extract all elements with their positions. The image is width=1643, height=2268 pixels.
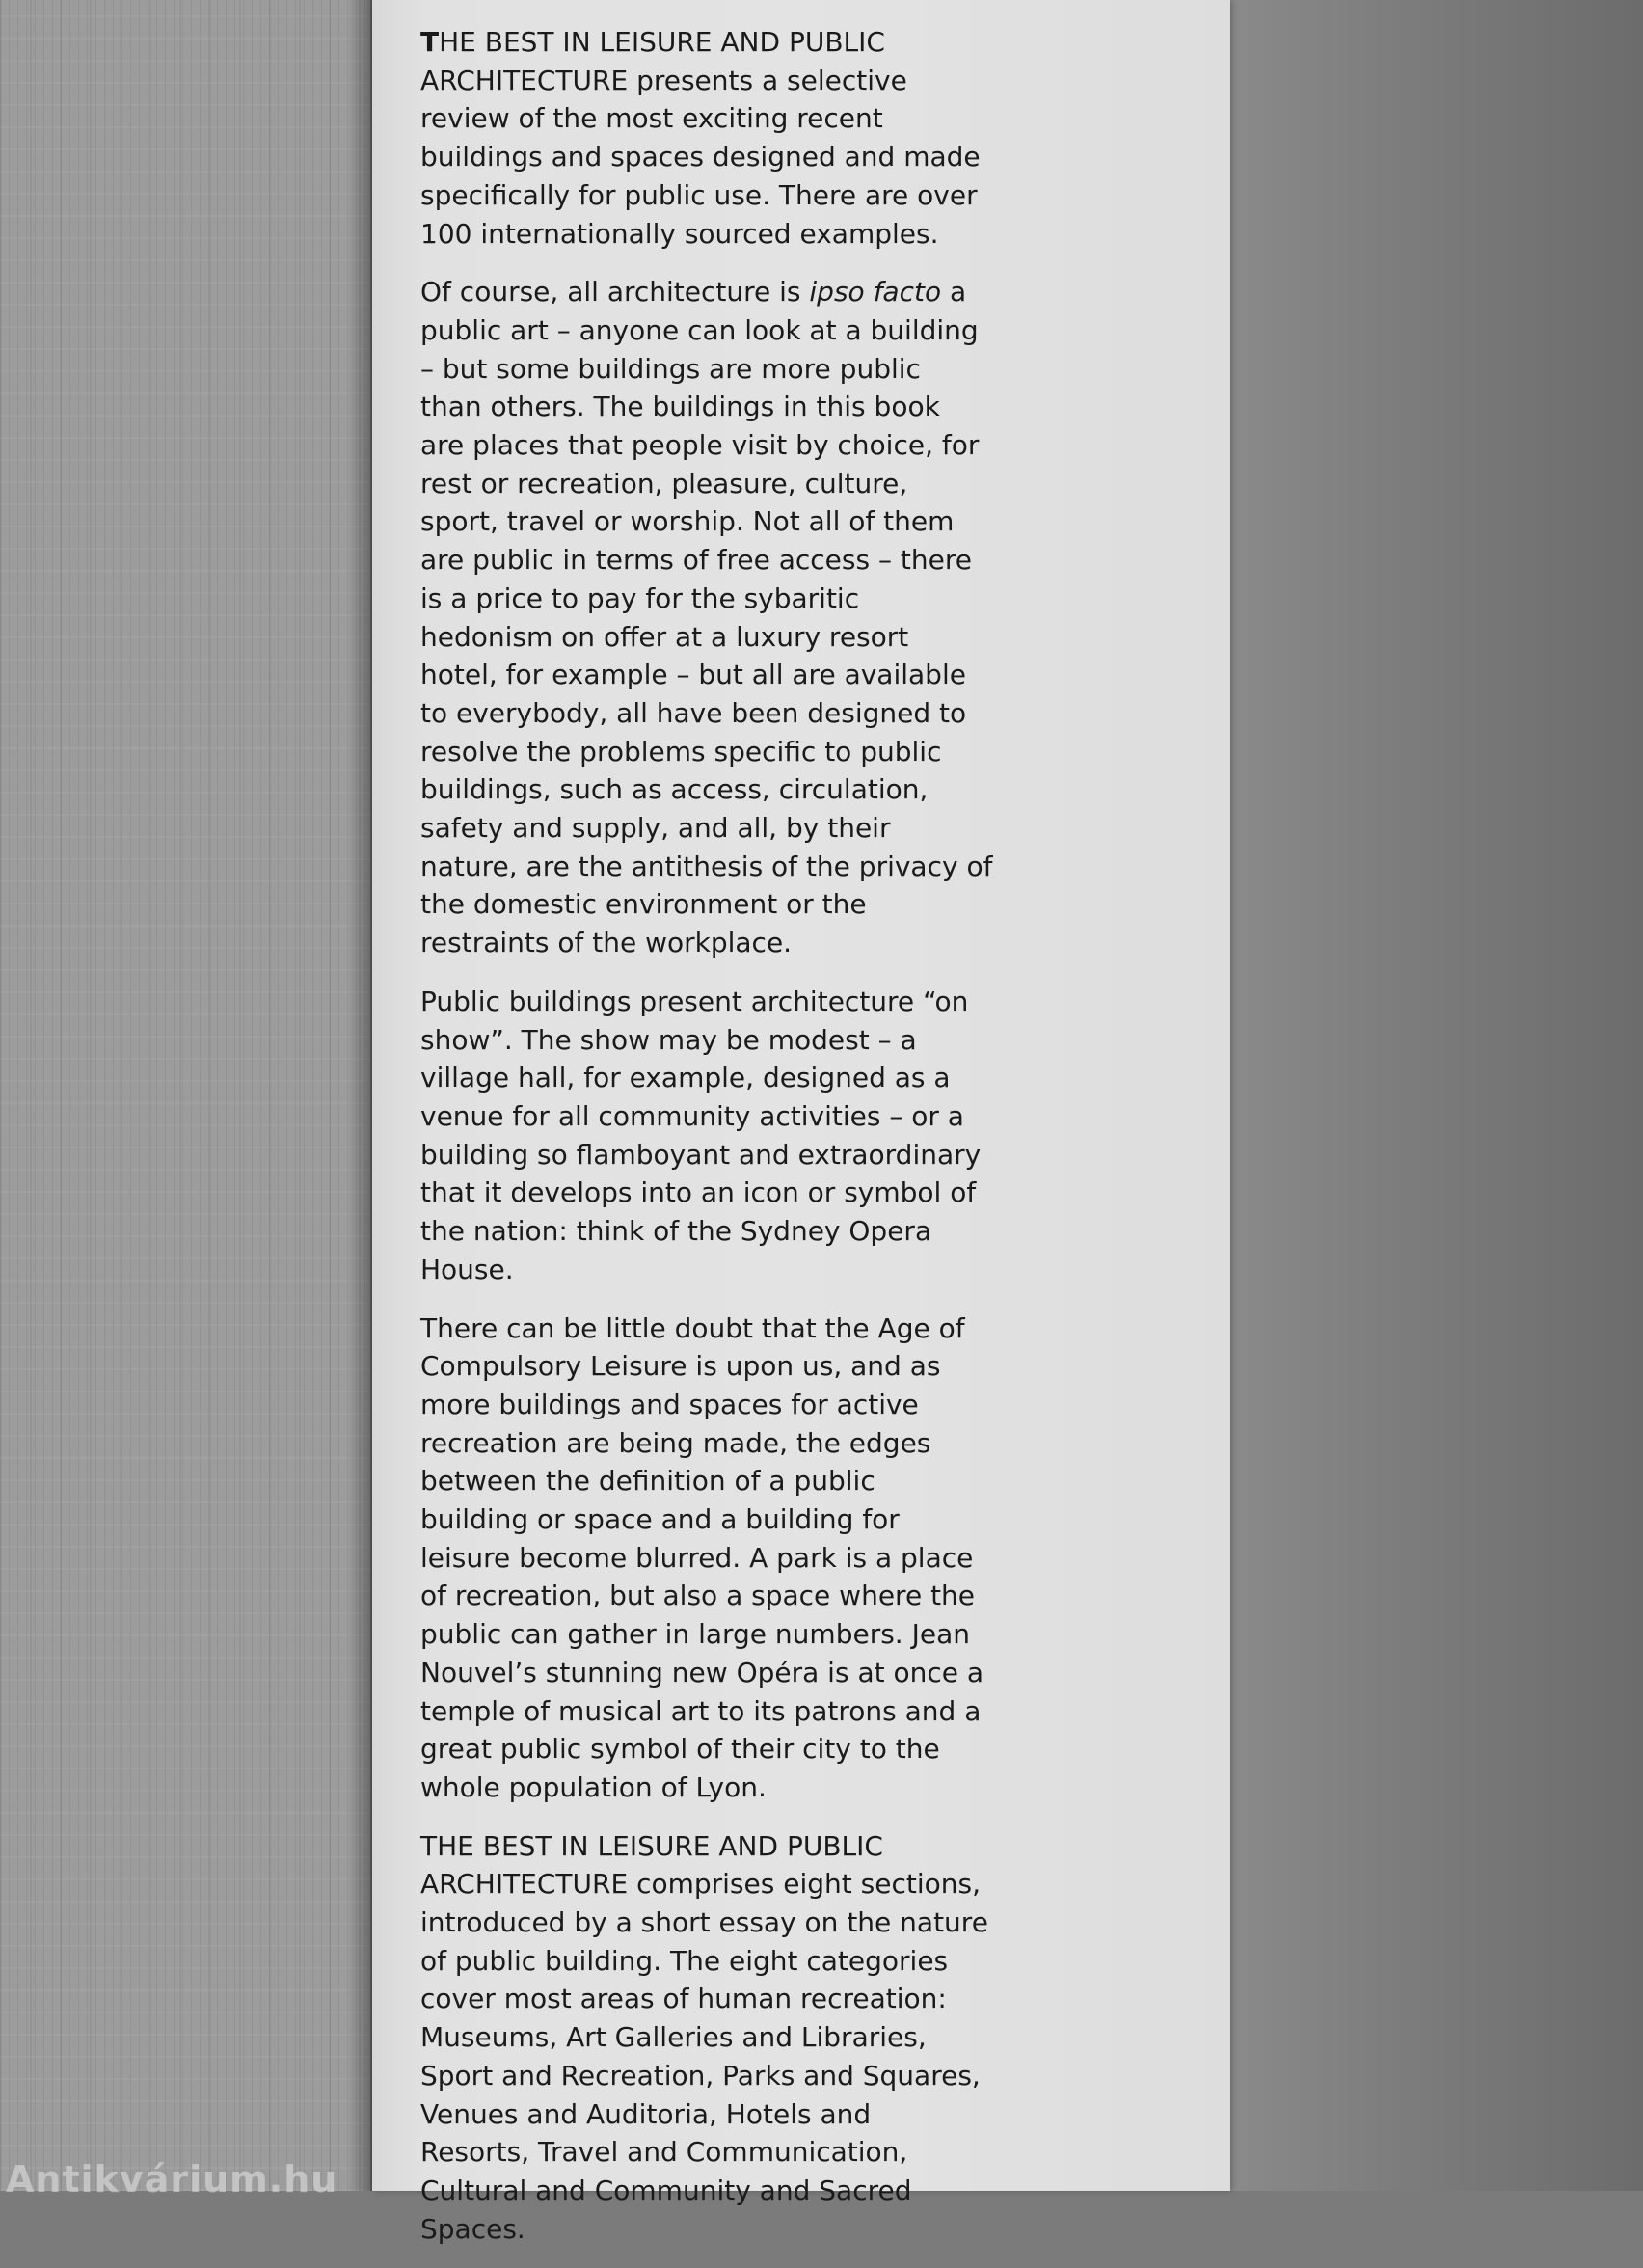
- paragraph-public-art-text: a public art – anyone can look at a building – but some buildings are more public than others. The buildings in this book are places that people visit by choice, for rest or recreation, pleasure, culture, sport, travel or worship. Not all of them are public in terms of free access – there is a price to pay for the sybaritic hedonism on offer at a luxury resort hotel, for example – but all are available to everybody, all have been designed to resolve the problems specific to public buildings, such as access, circulation, safety and supply, and all, by their nature, are the antithesis of the privacy of the domestic environment or the restraints of the workplace.: [420, 276, 993, 959]
- paragraph-sections: THE BEST IN LEISURE AND PUBLIC ARCHITECTURE comprises eight sections, introduced by a short essay on the nature of public building. The eight categories cover most areas of human recreation: Museums, Art Galleries and Libraries, Sport and Recreation, Parks and Squares, Venues and Auditoria, Hotels and Resorts, Travel and Communication, Cultural and Community and Sacred Spaces.: [420, 1829, 988, 2245]
- paragraph-intro: [420, 23, 1018, 253]
- watermark: Antikvárium.hu: [6, 2158, 338, 2200]
- paragraph-public-art-lead: Of course, all architecture is: [420, 276, 810, 309]
- spine-shadow: [347, 0, 372, 2191]
- paragraph-on-show: Public buildings present architecture “on show”. The show may be modest – a village hall, for example, designed as a venue for all community activities – or a building so flamboyant and extraordinary that it develops into an icon or symbol of the nation: think of the Sydney Opera House.: [420, 985, 982, 1285]
- paragraph-leisure: There can be little doubt that the Age of Compulsory Leisure is upon us, and as more buildings and spaces for active recreation are being made, the edges between the definition of a public building or space and a building for leisure become blurred. A park is a place of recreation, but also a space where the public can gather in large numbers. Jean Nouvel’s stunning new Opéra is at once a temple of musical art to its patrons and a great public symbol of their city to the whole population of Lyon.: [420, 1311, 984, 1803]
- paragraph-intro-text: HE BEST IN LEISURE AND PUBLIC ARCHITECTURE presents a selective review of the most exciting recent buildings and spaces designed and made specifically for public use. There are over 100 internationally sourced examples.: [420, 26, 981, 250]
- cover-board: [0, 0, 370, 2191]
- paragraph-public-art: [420, 273, 1018, 962]
- flap-text: [420, 23, 1018, 2268]
- drop-cap: T: [420, 26, 440, 58]
- italic-phrase: ipso facto: [809, 276, 942, 309]
- background-surface: [1230, 0, 1643, 2191]
